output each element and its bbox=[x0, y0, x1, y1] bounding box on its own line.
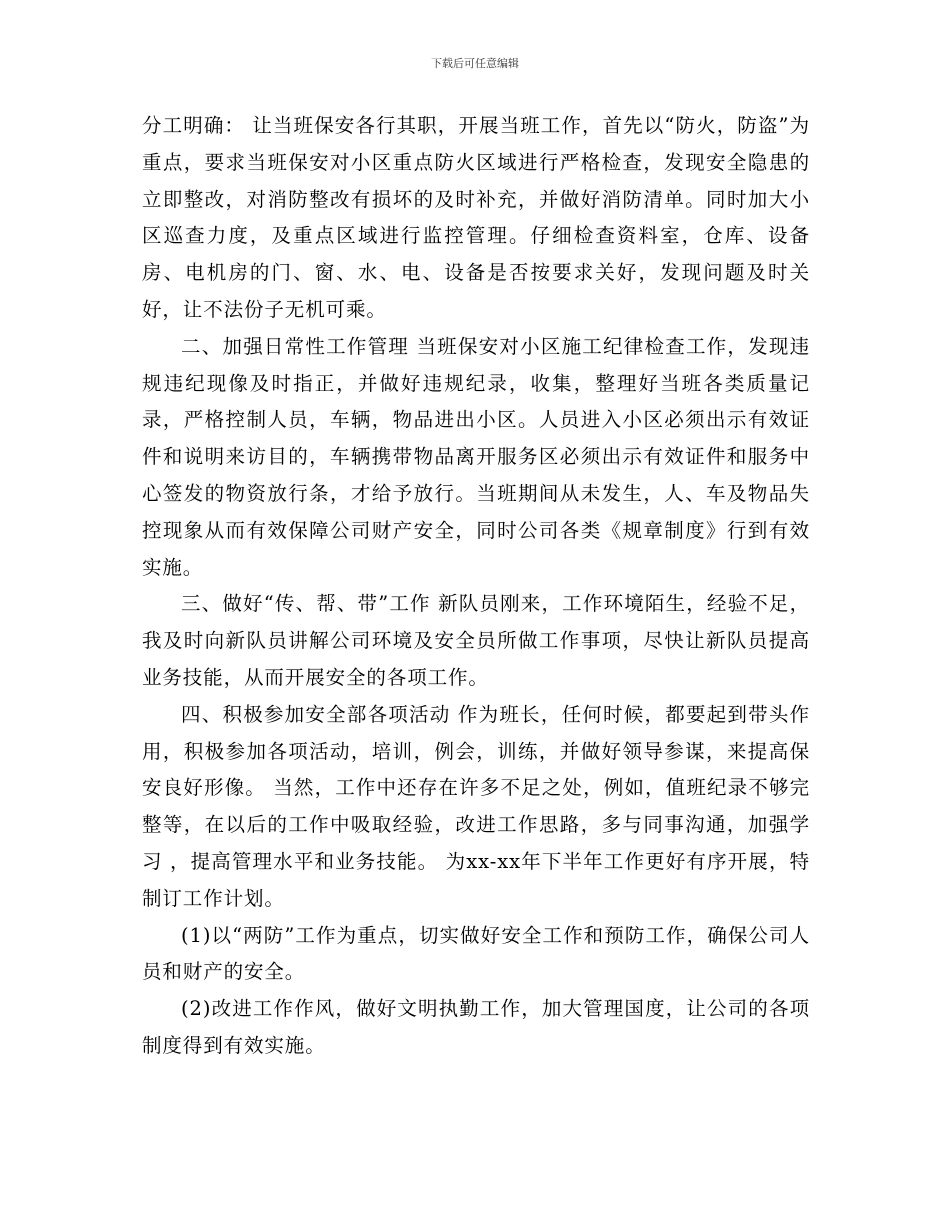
page-header: 下载后可任意编辑 bbox=[431, 57, 519, 70]
paragraph-daily-management: 二、加强日常性工作管理 当班保安对小区施工纪律检查工作，发现违规违纪现像及时指正，并做好违规纪录，收集，整理好当班各类质量记录，严格控制人员，车辆，物品进出小区。人员进入小区必须出示有效证件和说明来访目的，车辆携带物品离开服务区必须出示有效证件和服务中心签发的物资放行条，才给予放行。当班期间从未发生，人、车及物品失控现象从而有效保障公司财产安全，同时公司各类《规章制度》行到有效实施。 bbox=[142, 334, 810, 579]
paragraph-division-of-labor: 分工明确： 让当班保安各行其职，开展当班工作，首先以“防火，防盗”为重点，要求当班保安对小区重点防火区域进行严格检查，发现安全隐患的立即整改，对消防整改有损坏的及时补充，并做好消防清单。同时加大小区巡查力度，及重点区域进行监控管理。仔细检查资料室，仓库、设备房、电机房的门、窗、水、电、设备是否按要求关好，发现问题及时关好，让不法份子无机可乘。 bbox=[142, 114, 810, 321]
document-body bbox=[142, 108, 810, 1065]
paragraph-mentoring: 三、做好“传、帮、带”工作 新队员刚来，工作环境陌生，经验不足，我及时向新队员讲解公司环境及安全员所做工作事项，尽快让新队员提高业务技能，从而开展安全的各项工作。 bbox=[142, 592, 810, 689]
paragraph-activities: 四、积极参加安全部各项活动 作为班长，任何时候，都要起到带头作用，积极参加各项活动，培训，例会，训练，并做好领导参谋，来提高保安良好形像。 当然，工作中还存在许多不足之处，例如，值班纪录不够完整等，在以后的工作中吸取经验，改进工作思路，多与同事沟通，加强学习 ，提高管理水平和业务技能。 为xx-xx年下半年工作更好有序开展，特制订工作计划。 bbox=[142, 702, 810, 910]
paragraph-plan-item-2: (2)改进工作作风，做好文明执勤工作，加大管理国度，让公司的各项制度得到有效实施。 bbox=[142, 997, 810, 1057]
paragraph-plan-item-1: (1)以“两防”工作为重点，切实做好安全工作和预防工作，确保公司人员和财产的安全。 bbox=[142, 923, 810, 984]
